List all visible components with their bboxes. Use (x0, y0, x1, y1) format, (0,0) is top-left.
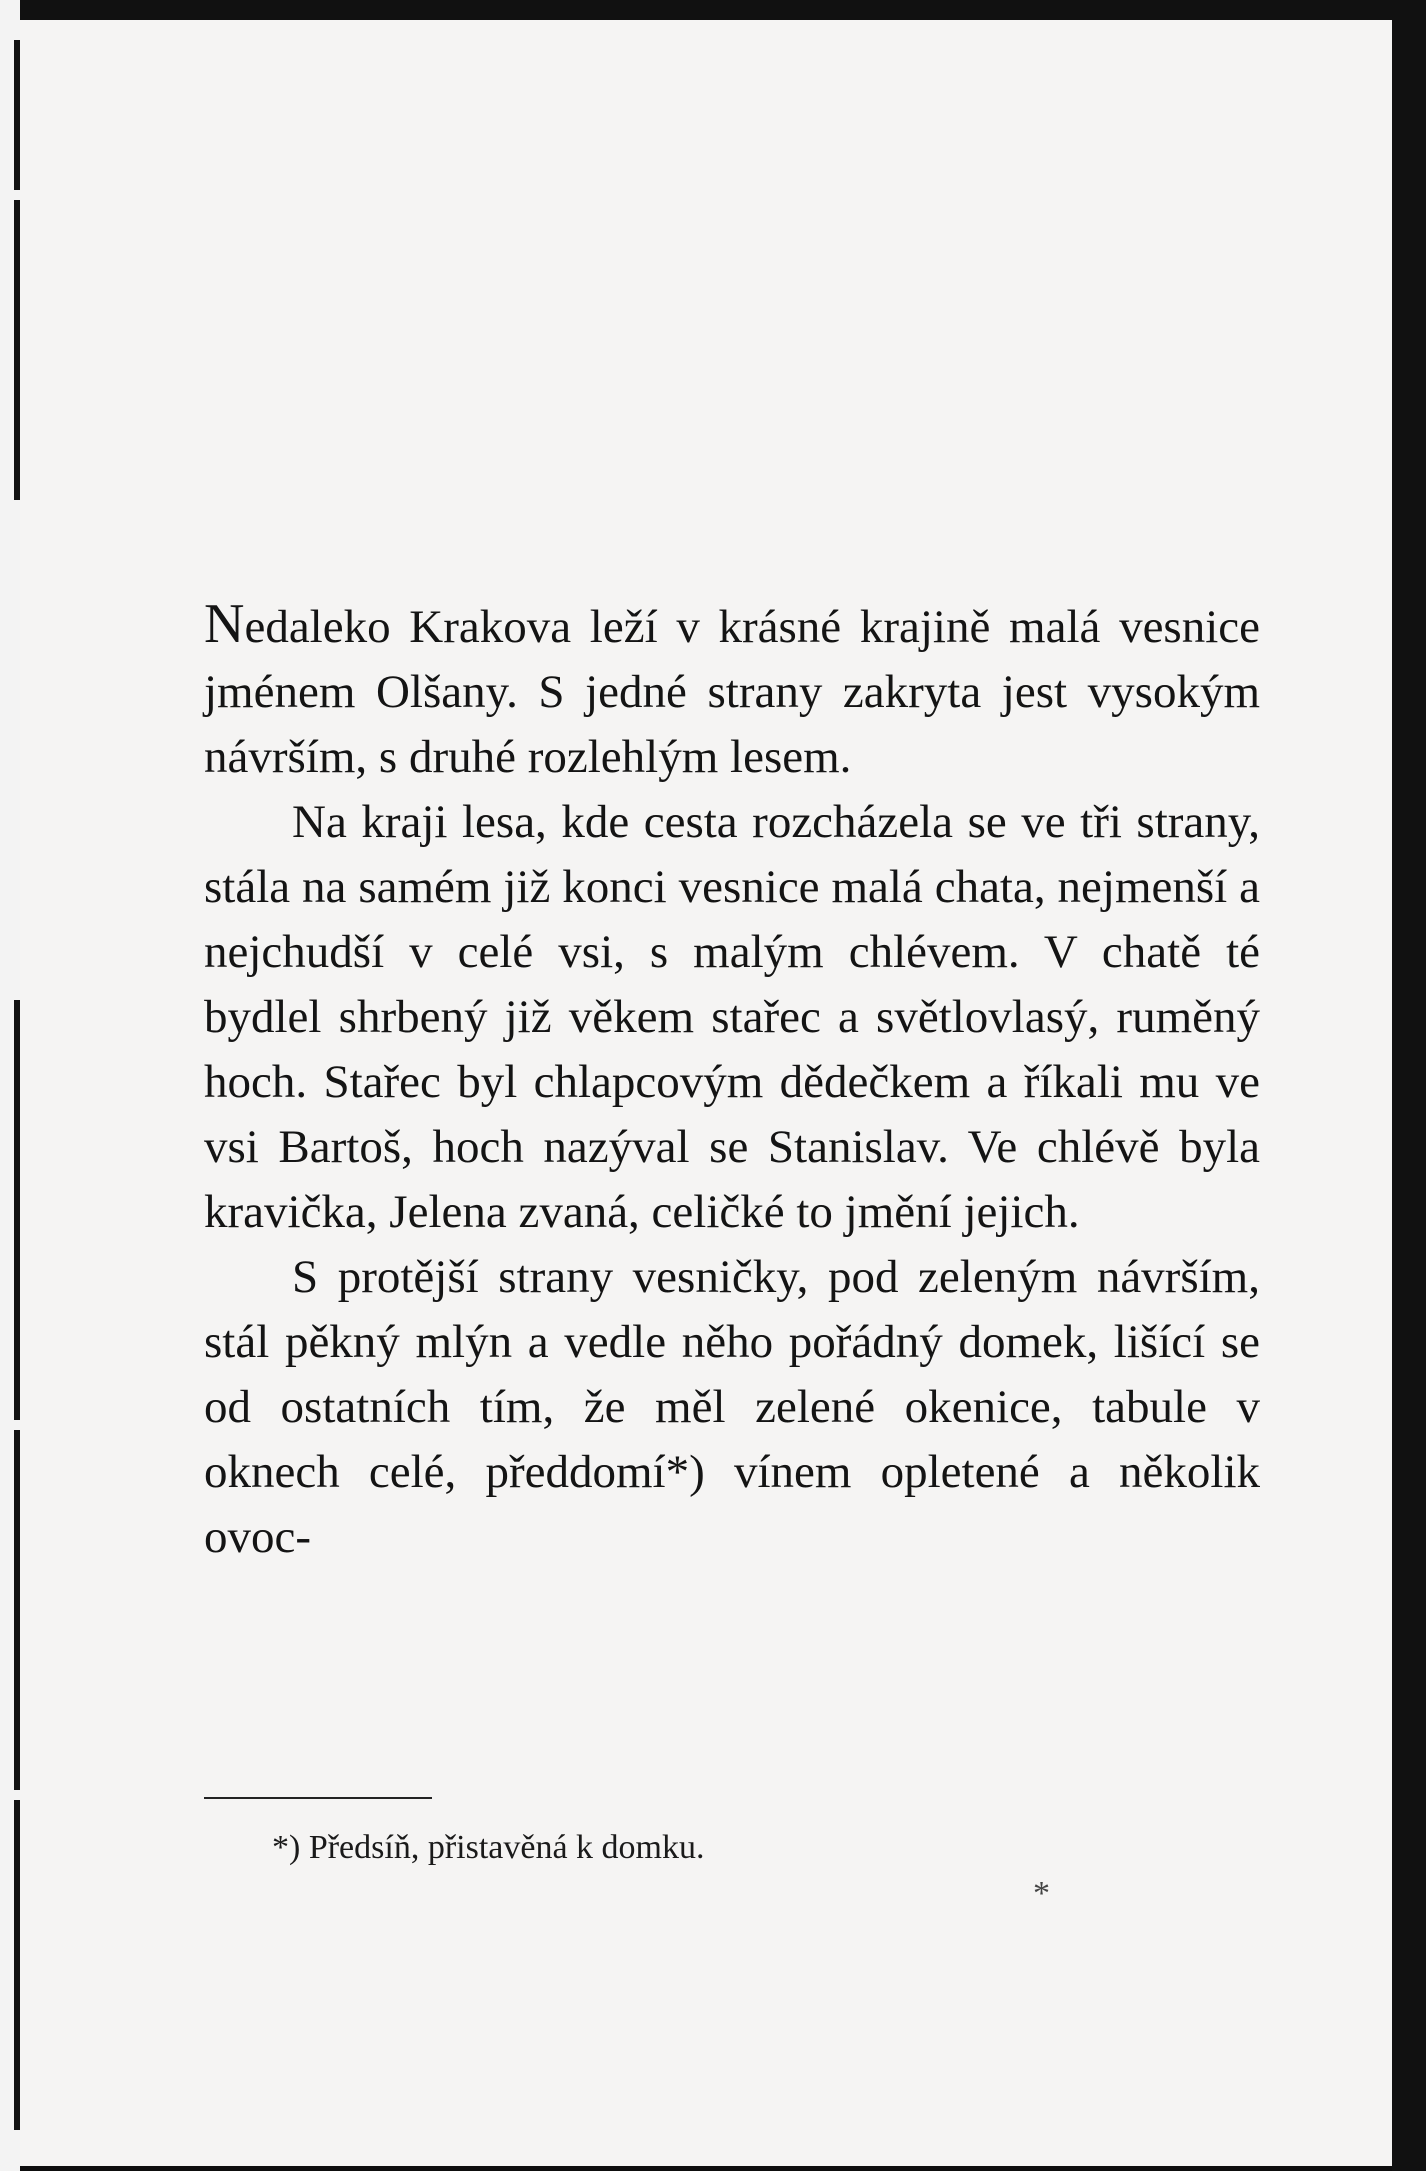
scan-right-edge (1392, 0, 1426, 2171)
paragraph-text: edaleko Krakova leží v krásné krajině malá vesnice jménem Olšany. S jedné strany zakryta jest vysokým návrším, s druhé rozlehlým lesem. (204, 601, 1260, 783)
spine-mark (14, 1800, 20, 2130)
spine-mark (14, 1430, 20, 1790)
spine-mark (14, 1000, 20, 1420)
scan-top-edge (0, 0, 1426, 20)
footnote-divider (204, 1797, 432, 1799)
paragraph-text: Na kraji lesa, kde cesta rozcházela se ve tři strany, stála na samém již konci vesnice malá chata, nejmenší a nejchudší v celé vsi, s malým chlévem. V chatě té bydlel shrbený již věkem stařec a světlovlasý, ruměný hoch. Stařec byl chlapcovým dědečkem a říkali mu ve vsi Bartoš, hoch nazýval se Stanislav. Ve chlévě byla kravička, Jelena zvaná, celičké to jmění jejich. (204, 796, 1260, 1238)
paragraph (204, 1245, 1260, 1570)
signature-mark: * (1033, 1875, 1050, 1912)
body-text (204, 592, 1260, 1570)
paragraph-text: S protější strany vesničky, pod zeleným návrším, stál pěkný mlýn a vedle něho pořádný domek, lišící se od ostatních tím, že měl zelené okenice, tabule v oknech celé, předdomí*) vínem opletené a několik ovoc- (204, 1251, 1260, 1563)
footnote: *) Předsíň, přistavěná k domku. (272, 1829, 705, 1866)
spine-mark (14, 40, 20, 190)
paragraph (204, 790, 1260, 1245)
drop-cap: N (204, 593, 245, 655)
spine-mark (14, 200, 20, 500)
paragraph (204, 592, 1260, 790)
